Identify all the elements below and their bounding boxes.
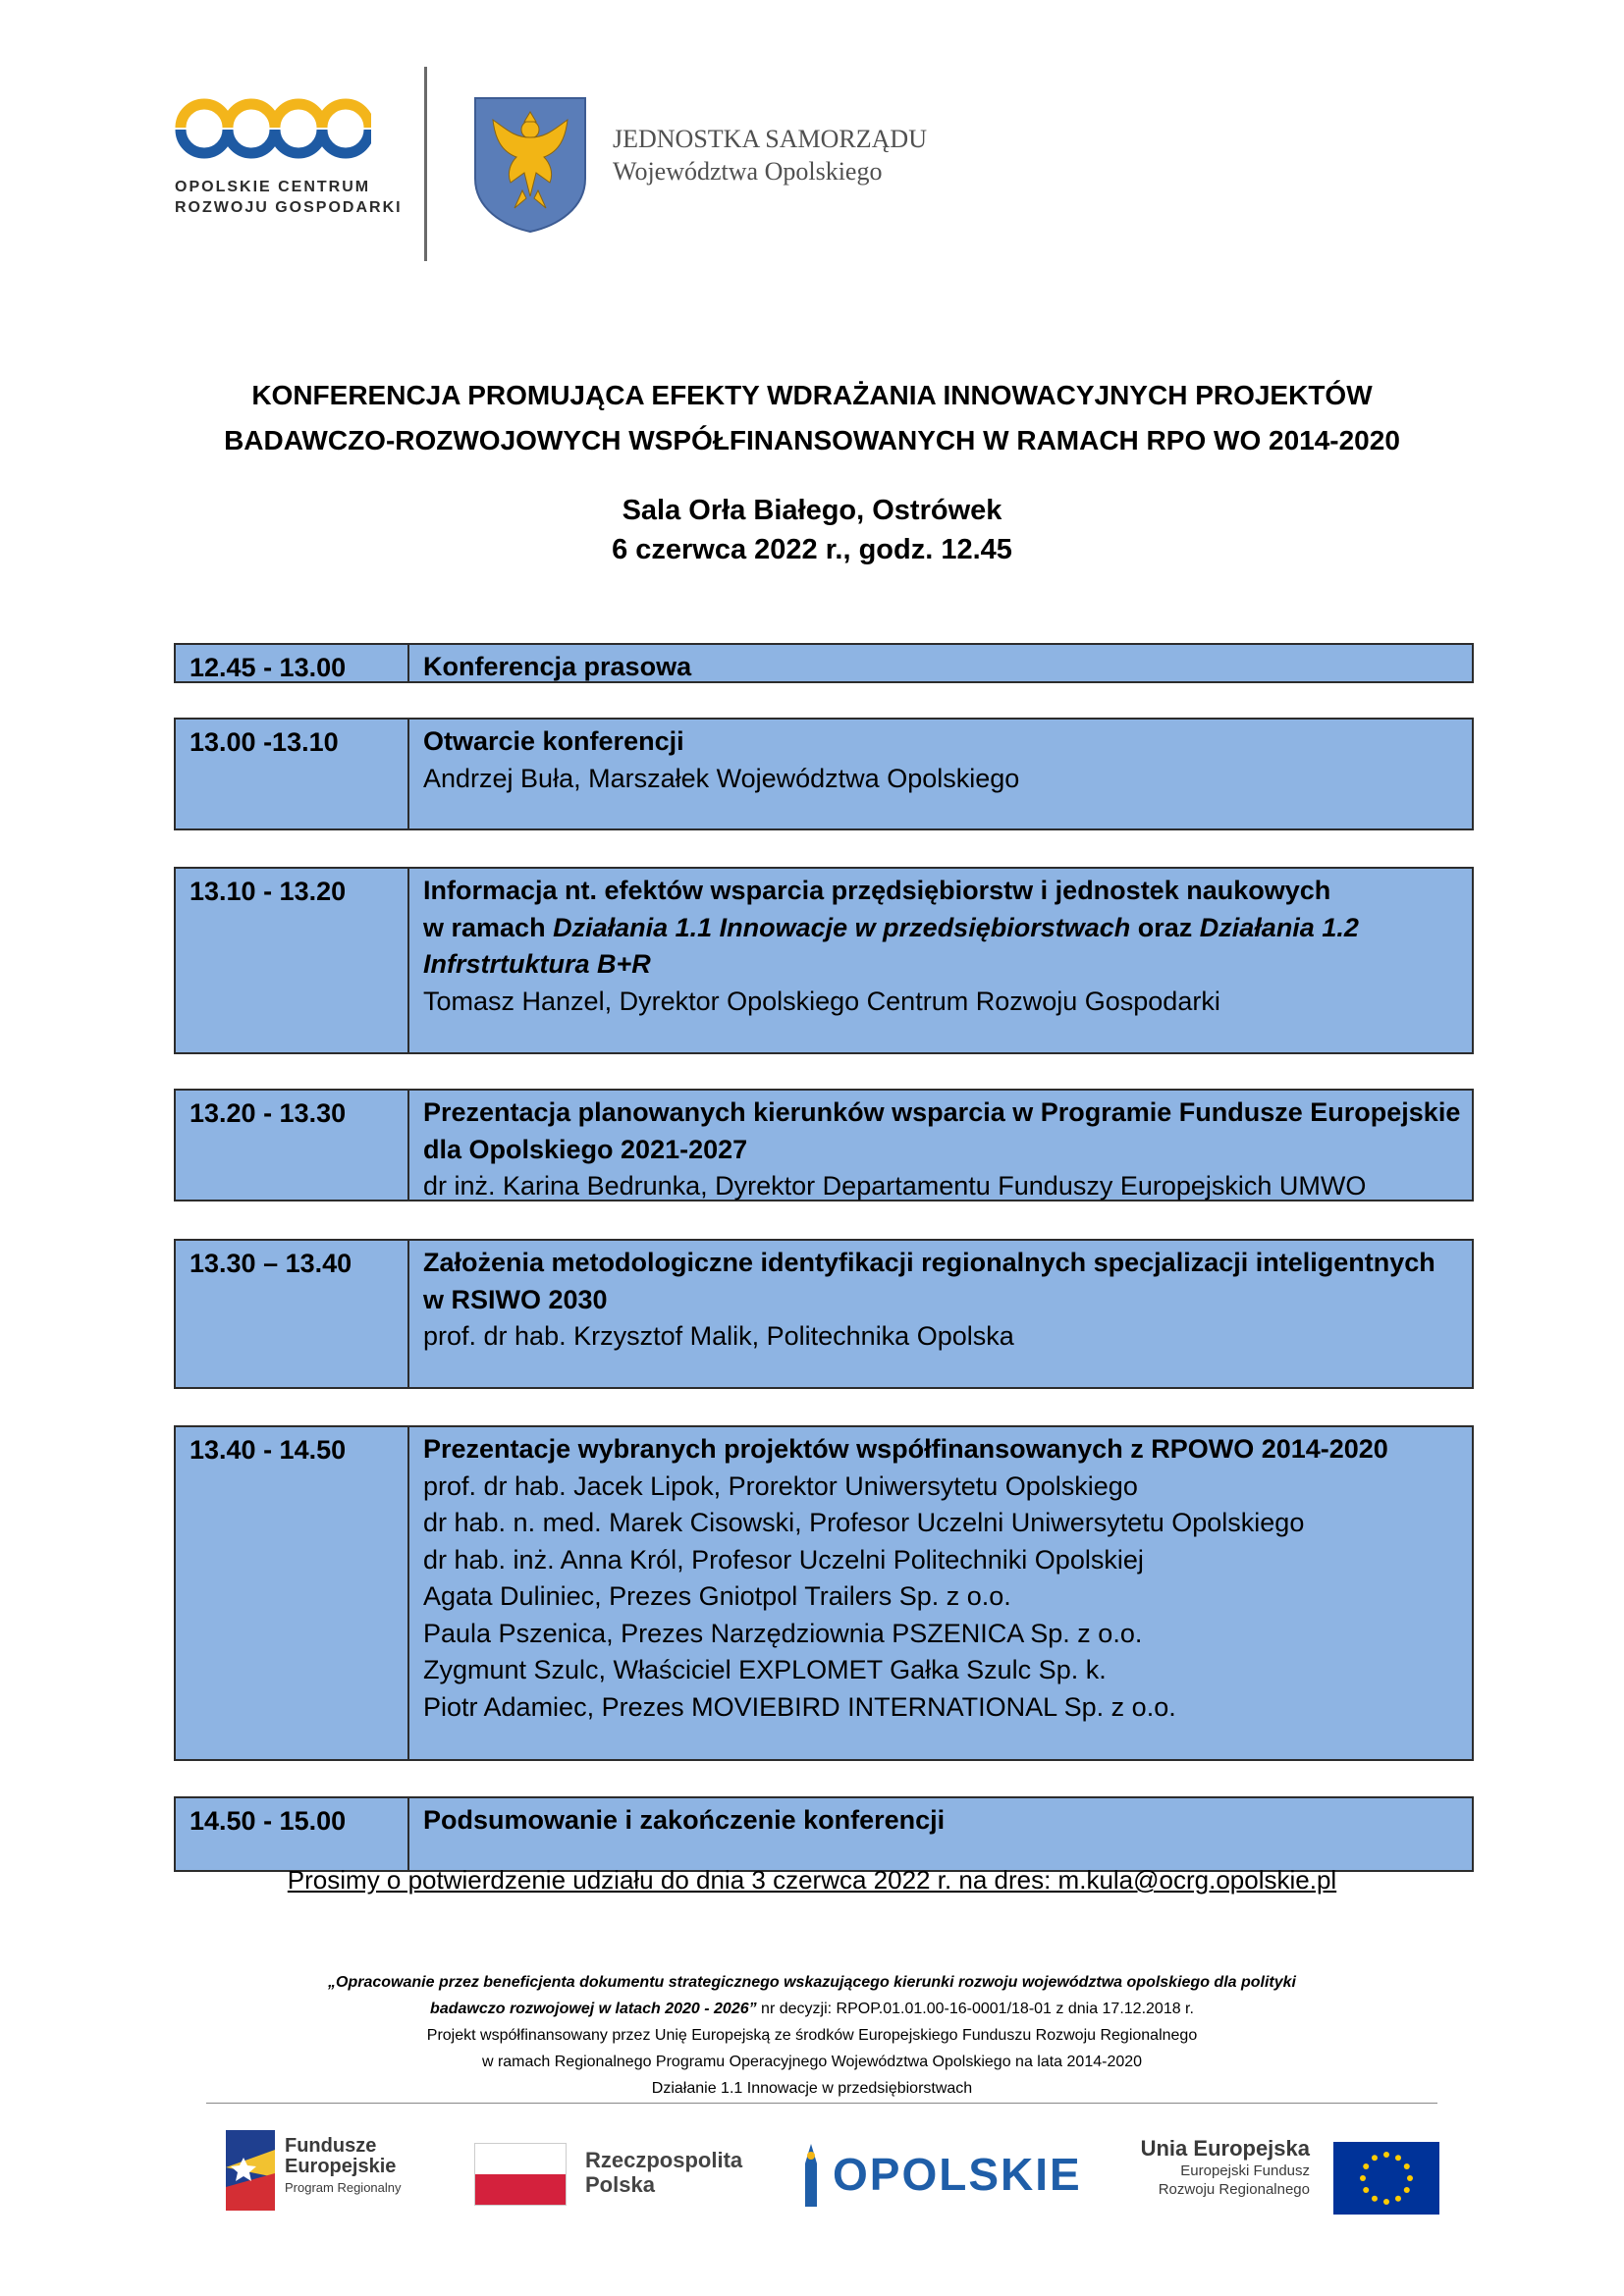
agenda-time: 13.00 -13.10: [176, 720, 409, 828]
agenda-body: [409, 720, 1472, 797]
ocrg-logo: [175, 98, 403, 218]
fe-line1: Fundusze: [285, 2135, 377, 2157]
agenda-row: [174, 1425, 1474, 1761]
agenda-title: Informacja nt. efektów wsparcia przędsiębiorstw i jednostek naukowych: [423, 876, 1331, 905]
rp-line1: Rzeczpospolita: [585, 2148, 743, 2172]
agenda-title-line3: Infrstrtuktura B+R: [423, 949, 651, 979]
footer-logos: [0, 2120, 1624, 2228]
note-line2-bold: badawczo rozwojowej w latach 2020 - 2026”: [430, 2001, 757, 2017]
ocrg-line1: OPOLSKIE CENTRUM: [175, 179, 371, 195]
eu-star: [1383, 2152, 1389, 2158]
header-divider: [424, 67, 427, 261]
funding-note: [0, 1969, 1624, 2102]
title-fragment: w ramach: [423, 912, 554, 942]
agenda-body: [409, 645, 1472, 686]
agenda-time: 14.50 - 15.00: [176, 1798, 409, 1870]
eu-flag-icon: [1333, 2142, 1439, 2215]
agenda-speaker: Tomasz Hanzel, Dyrektor Opolskiego Centrum Rozwoju Gospodarki: [423, 986, 1220, 1016]
agenda-speaker: Paula Pszenica, Prezes Narzędziownia PSZENICA Sp. z o.o.: [423, 1618, 1143, 1648]
rp-line2: Polska: [585, 2172, 655, 2197]
agenda-title: Otwarcie konferencji: [423, 726, 684, 756]
eu-star: [1404, 2163, 1410, 2169]
fe-line2: Europejskie: [285, 2156, 397, 2177]
eu-star: [1383, 2199, 1389, 2205]
ue-line3: Rozwoju Regionalnego: [1158, 2181, 1310, 2198]
agenda-row: [174, 1796, 1474, 1872]
agenda-body: [409, 1427, 1472, 1726]
agenda-speaker: Piotr Adamiec, Prezes MOVIEBIRD INTERNATIONAL Sp. z o.o.: [423, 1691, 1176, 1722]
eu-star: [1404, 2187, 1410, 2193]
agenda-speaker: dr hab. n. med. Marek Cisowski, Profesor Uczelni Uniwersytetu Opolskiego: [423, 1508, 1305, 1537]
agenda-time: 13.20 - 13.30: [176, 1091, 409, 1200]
agenda-time: 13.40 - 14.50: [176, 1427, 409, 1759]
eu-star: [1372, 2155, 1378, 2161]
title-line2: BADAWCZO-ROZWOJOWYCH WSPÓŁFINANSOWANYCH W RAMACH RPO WO 2014-2020: [224, 425, 1400, 455]
eu-star: [1407, 2175, 1413, 2181]
agenda-speaker: prof. dr hab. Krzysztof Malik, Politechnika Opolska: [423, 1321, 1014, 1351]
agenda-speaker: Agata Duliniec, Prezes Gniotpol Trailers Sp. z o.o.: [423, 1581, 1011, 1611]
fundusze-europejskie-icon: [224, 2128, 277, 2213]
opolskie-wordmark: OPOLSKIE: [833, 2149, 1082, 2200]
note-line2-plain: nr decyzji: RPOP.01.01.00-16-0001/18-01 z dnia 17.12.2018 r.: [756, 2001, 1194, 2017]
rp-label: [585, 2148, 742, 2197]
footer-divider: [206, 2103, 1437, 2104]
agenda-speaker: prof. dr hab. Jacek Lipok, Prorektor Uniwersytetu Opolskiego: [423, 1470, 1138, 1501]
agenda-speaker: Andrzej Buła, Marszałek Województwa Opolskiego: [423, 763, 1020, 793]
agenda-row: [174, 1239, 1474, 1389]
agenda-body: [409, 1241, 1472, 1356]
rsvp-note: [0, 1862, 1624, 1897]
coat-of-arms-eagle-icon: [471, 94, 589, 239]
polish-flag-icon: [475, 2144, 566, 2205]
fe-line3: Program Regionalny: [285, 2180, 402, 2195]
ue-line1: Unia Europejska: [1140, 2136, 1310, 2161]
eu-star: [1372, 2196, 1378, 2202]
jst-line2: Województwa Opolskiego: [613, 157, 883, 186]
agenda-time: 13.30 – 13.40: [176, 1241, 409, 1387]
venue-place: Sala Orła Białego, Ostrówek: [622, 495, 1002, 526]
agenda-title: Prezentacja planowanych kierunków wsparcia w Programie Fundusze Europejskie: [423, 1097, 1461, 1127]
venue-date: 6 czerwca 2022 r., godz. 12.45: [612, 534, 1012, 565]
document-header: [0, 0, 1624, 285]
agenda-title: Konferencja prasowa: [423, 652, 692, 681]
eu-star: [1360, 2175, 1366, 2181]
agenda-title: Podsumowanie i zakończenie konferencji: [423, 1805, 946, 1835]
title-fragment: oraz: [1130, 912, 1200, 942]
agenda-title-line2: [423, 910, 1472, 947]
agenda-time: 13.10 - 13.20: [176, 869, 409, 1052]
note-line2: [0, 1996, 1624, 2022]
agenda-speaker: dr hab. inż. Anna Król, Profesor Uczelni Politechniki Opolskiej: [423, 1544, 1144, 1575]
agenda-row: [174, 718, 1474, 830]
agenda-title: w RSIWO 2030: [423, 1284, 608, 1314]
agenda-row: [174, 1089, 1474, 1201]
eu-star: [1363, 2187, 1369, 2193]
agenda-title: dla Opolskiego 2021-2027: [423, 1134, 748, 1164]
eu-star: [1363, 2163, 1369, 2169]
title-fragment-italic: Działania 1.1 Innowacje w przedsiębiorstwach: [553, 912, 1131, 942]
title-fragment-italic: Działania 1.2: [1199, 912, 1359, 942]
agenda-title: Założenia metodologiczne identyfikacji regionalnych specjalizacji inteligentnych: [423, 1248, 1435, 1277]
note-line1: „Opracowanie przez beneficjenta dokumentu strategicznego wskazującego kierunki rozwoju województwa opolskiego dla polityki: [328, 1974, 1296, 1991]
jst-label: [613, 123, 927, 187]
conference-title: [0, 373, 1624, 463]
ocrg-line2: ROZWOJU GOSPODARKI: [175, 199, 403, 216]
fe-label: [285, 2136, 402, 2198]
title-line1: KONFERENCJA PROMUJĄCA EFEKTY WDRAŻANIA INNOWACYJNYCH PROJEKTÓW: [251, 380, 1373, 410]
agenda-time: 12.45 - 13.00: [176, 645, 409, 681]
agenda-speaker: dr inż. Karina Bedrunka, Dyrektor Departamentu Funduszy Europejskich UMWO: [423, 1171, 1367, 1201]
agenda-row: [174, 867, 1474, 1054]
agenda-speaker: Zygmunt Szulc, Właściciel EXPLOMET Gałka Szulc Sp. k.: [423, 1655, 1107, 1684]
venue-block: [0, 491, 1624, 569]
ue-line2: Europejski Fundusz: [1180, 2163, 1310, 2179]
note-line4: w ramach Regionalnego Programu Operacyjnego Województwa Opolskiego na lata 2014-2020: [481, 2054, 1143, 2070]
note-line3: Projekt współfinansowany przez Unię Europejską ze środków Europejskiego Funduszu Rozwoju Regionalnego: [426, 2027, 1198, 2044]
eu-star: [1395, 2196, 1401, 2202]
opolskie-tower-icon: [797, 2142, 825, 2211]
agenda-row: [174, 643, 1474, 683]
jst-line1: JEDNOSTKA SAMORZĄDU: [613, 125, 927, 153]
rsvp-text: Prosimy o potwierdzenie udziału do dnia 3 czerwca 2022 r. na dres: m.kula@ocrg.opolskie.pl: [287, 1865, 1337, 1895]
agenda-body: [409, 1091, 1472, 1205]
agenda-body: [409, 869, 1472, 1020]
ocrg-rings-icon: [175, 98, 371, 159]
note-line5: Działanie 1.1 Innowacje w przedsiębiorstwach: [651, 2080, 973, 2097]
eu-star: [1395, 2155, 1401, 2161]
ue-label: [1129, 2136, 1310, 2199]
agenda-body: [409, 1798, 1472, 1840]
agenda-title: Prezentacje wybranych projektów współfinansowanych z RPOWO 2014-2020: [423, 1434, 1388, 1464]
